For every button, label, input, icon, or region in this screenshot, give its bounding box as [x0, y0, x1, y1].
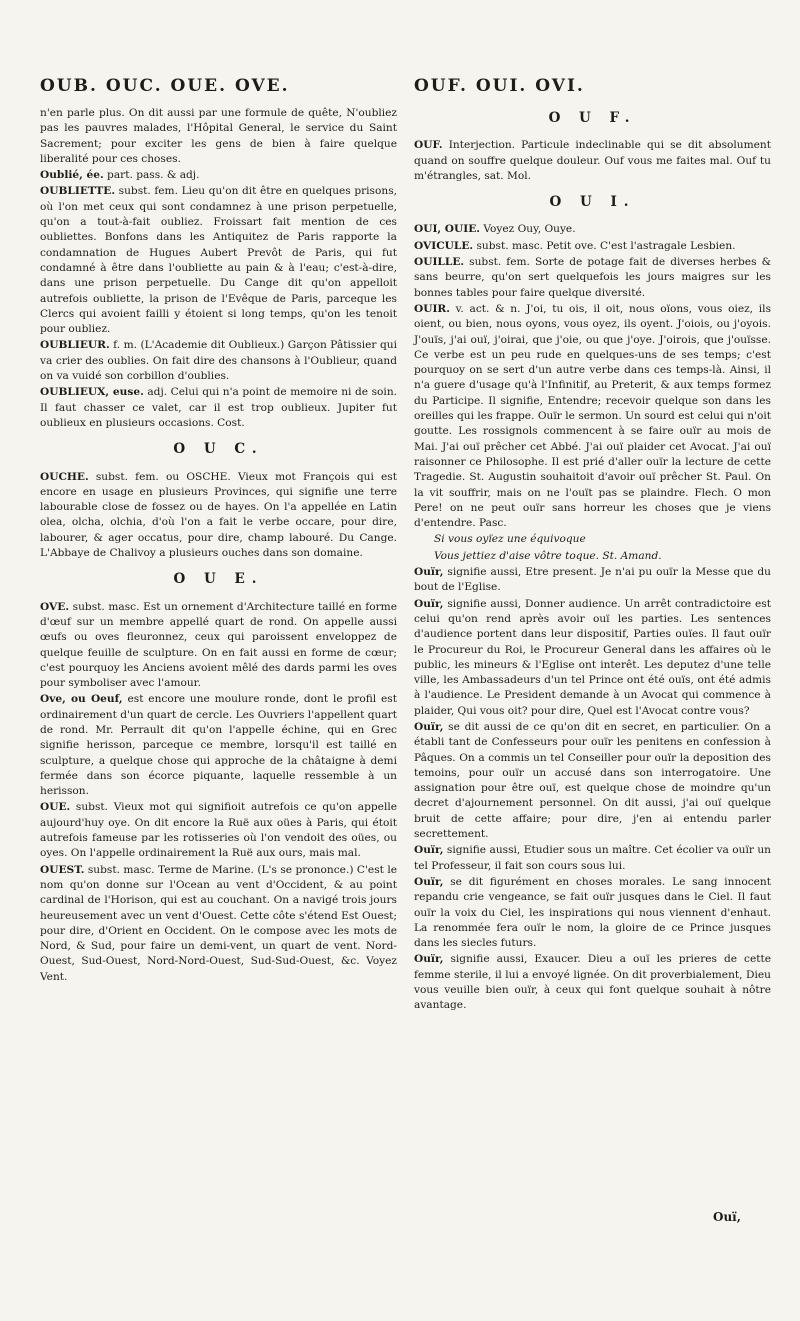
entry-text: subst. fem. ou OSCHE. Vieux mot François qui est encore en usage en plusieurs Provinces, qui signifie une terre labourable close de fossez ou de hayes. On l'a appellée en Latin olea, olcha, olchia, d'où l'on a fait le verbe occare, pour dire, labourer, & ager occatus, pour dire, champ labouré. Du Cange. L'Abbaye de Chalivoy a plusieurs ouches dans son domaine.: [40, 470, 397, 560]
headword: OUBLIETTE.: [40, 185, 116, 198]
section-heading-ouf: O U F.: [548, 110, 637, 126]
entry-continuation: n'en parle plus. On dit aussi par une formule de quête, N'oubliez pas les pauvres malades, l'Hôpital General, le service du Saint Sacrement; pour exciter les gens de bien à faire quelque liberalité pour ces choses.: [40, 107, 397, 165]
entry-ouf: [414, 138, 771, 184]
headword: Oublié, ée.: [40, 169, 104, 182]
headword: OUEST.: [40, 863, 85, 876]
entry-ouir-morales: [414, 875, 771, 951]
running-head-right: OUF. OUI. OVI.: [414, 76, 585, 96]
entry-text: subst. masc. Est un ornement d'Architecture taillé en forme d'œuf sur un membre appellé quart de rond. On appelle aussi œufs ou oves fleuronnez, ceux qui paroissent enveloppez de quelque feuille de sculpture. On en fait aussi en forme de cœur; c'est pourquoy les Anciens avoient mêlé des dards parmi les oves pour symboliser avec l'amour.: [40, 600, 397, 690]
entry-ove: [40, 600, 397, 692]
entry-ove-oeuf: [40, 692, 397, 799]
entry-ouir-exaucer: [414, 952, 771, 1013]
verse-line: Vous jettiez d'aise vôtre toque. St. Amand.: [434, 549, 662, 562]
entry-ouir-etudier: [414, 843, 771, 874]
headword: OUI, OUIE.: [414, 223, 480, 236]
entry-oui: [414, 222, 771, 237]
entry-text: subst. fem. Lieu qu'on dit être en quelques prisons, où l'on met ceux qui sont condamnez à une prison perpetuelle, qu'on a tout-à-fait oubliez. Froissart fait mention de ces oubliettes. Bonfons dans les Antiquitez de Paris rapporte la condamnation de Hugues Aubert Prevôt de Paris, qui fut condamné à être dans l'oubliette au pain & à l'eau; c'est-à-dire, dans une prison perpetuelle. Du Cange dit qu'on appelloit autrefois oubliette, la prison de l'Evêque de Paris, parceque les Clercs qui avoient failli y étoient si long temps, qu'on les tenoit pour oubliez.: [40, 185, 397, 336]
entry-text: adj. Celui qui n'a point de memoire ni de soin. Il faut chasser ce valet, car il est trop oublieux. Jupiter fut oublieux en plusieurs occasions. Cost.: [40, 386, 398, 429]
headword: OVE.: [40, 600, 70, 613]
headword: OUIR.: [414, 302, 450, 315]
entry-ouille: [414, 255, 771, 301]
entry-text: v. act. & n. J'oi, tu ois, il oit, nous oïons, vous oiez, ils oient, ou bien, nous oyons, vous oyez, ils oyent. J'oiois, ou j'oyois. J'ouïs, j'ai ouï, j'oirai, que j'oie, ou que j'oye. J'oirois, que j'ouïsse. Ce verbe est un peu rude en quelques-uns de ses temps; c'est pourquoy on se sert d'un autre verbe dans ces temps-là. Ainsi, il n'a guere d'usage qu'à l'Infinitif, au Preterit, & aux temps formez du Participe. Il signifie, Entendre; recevoir quelque son dans les oreilles qui les frappe. Ouïr le sermon. Un sourd est celui qui n'oit goutte. Les rossignols commencent à se faire ouïr au mois de Mai. J'ai ouï prêcher cet Abbé. J'ai ouï plaider cet Avocat. J'ai ouï raisonner ce Philosophe. Il est prié d'aller ouïr la lecture de cette Tragedie. St. Augustin souhaitoit d'avoir ouï prêcher St. Paul. On la vit souffrir, mais on ne l'ouït pas se plaindre. Flech. O mon Pere! on ne peut ouïr sans horreur les choses que je viens d'entendre. Pasc.: [414, 302, 771, 530]
headword: OUILLE.: [414, 256, 465, 269]
entry-text: subst. Vieux mot qui signifioit autrefois ce qu'on appelle aujourd'huy oye. On dit encore la Ruë aux oües à Paris, qui étoit autrefois fameuse par les rotisseries où l'on vendoit des oües, ou oyes. On l'appelle ordinairement la Ruë aux ours, mais mal.: [40, 801, 397, 860]
entry-text: f. m. (L'Academie dit Oublieux.) Garçon Pâtissier qui va crier des oublies. On fait dire des chansons à l'Oublieur, quand on va vuidé son corbillon d'oublies.: [40, 339, 397, 383]
entry-ovicule: [414, 239, 771, 254]
headword: OUBLIEUR.: [40, 339, 110, 352]
section-heading-oui: O U I.: [549, 194, 636, 211]
entry-oublieux: [40, 385, 397, 431]
left-column: [40, 106, 397, 986]
headword: Ouïr,: [414, 566, 444, 579]
entry-ouir: [414, 302, 771, 531]
headword: Ove, ou Oeuf,: [40, 693, 123, 706]
headword: Ouïr,: [414, 597, 444, 610]
section-heading-oue: O U E.: [173, 571, 264, 588]
entry-ouir-secret: [414, 720, 771, 842]
entry-text: est encore une moulure ronde, dont le profil est ordinairement d'un quart de cercle. Les Ouvriers l'appellent quart de rond. Mr. Perrault dit qu'on l'appelle échine, qui en Grec signifie herisson, parceque ce membre, lorsqu'il est taillé en sculpture, a quelque chose qui approche de la châtaigne à demi fermée dans son écorce piquante, laquelle ressemble à un herisson.: [40, 693, 397, 798]
headword: OUCHE.: [40, 470, 89, 483]
entry-oue: [40, 800, 397, 861]
headword: Ouïr,: [414, 720, 444, 733]
entry-text: Voyez Ouy, Ouye.: [483, 223, 576, 236]
section-heading-ouc: O U C.: [173, 441, 264, 458]
running-head-left: OUB. OUC. OUE. OVE.: [40, 76, 290, 96]
headword: OUF.: [414, 139, 443, 152]
headword: Ouïr,: [414, 875, 444, 888]
entry-text: se dit figurément en choses morales. Le sang innocent repandu crie vengeance, se fait ouïr jusques dans le Ciel. Il faut ouïr la voix du Ciel, les inspirations qui nous viennent d'enhaut. La renommée fera ouïr le nom, la gloire de ce Prince jusques dans les siecles futurs.: [414, 875, 771, 950]
entry-text: Interjection. Particule indeclinable qui se dit absolument quand on souffre quelque douleur. Ouf vous me faites mal. Ouf tu m'étrangles, sat. Mol.: [414, 139, 771, 182]
entry-text: signifie aussi, Exaucer. Dieu a ouï les prieres de cette femme sterile, il lui a envoyé lignée. On dit proverbialement, Dieu vous veuille bien ouïr, à ceux qui font quelque souhait à nôtre avantage.: [414, 953, 772, 1012]
entry-text: subst. masc. Terme de Marine. (L's se prononce.) C'est le nom qu'on donne sur l'Ocean au vent d'Occident, & au point cardinal de l'Horison, qui est au couchant. On a navigé trois jours heureusement avec un vent d'Ouest. Cette côte s'étend Est Ouest; pour dire, d'Orient en Occident. On le compose avec les mots de Nord, & Sud, pour faire un demi-vent, un quart de vent. Nord-Ouest, Sud-Ouest, Nord-Nord-Ouest, Sud-Sud-Ouest, &c. Voyez Vent.: [40, 863, 397, 983]
entry-ouest: [40, 863, 397, 985]
entry-text: signifie aussi, Donner audience. Un arrêt contradictoire est celui qu'on rend après avoir ouï les parties. Les sentences d'audience portent dans leur dispositif, Parties ouïes. Il faut ouïr le Procureur du Roi, le Procureur General dans les affaires où le public, les mineurs & l'Eglise ont interêt. Les deputez d'une telle ville, les Ambassadeurs d'un tel Prince ont été ouïs, ont été admis à l'audience. Le President demande à un Avocat qui commence à plaider, Qui vous oit? pour dire, Quel est l'Avocat contre vous?: [414, 597, 772, 717]
entry-text: subst. fem. Sorte de potage fait de diverses herbes & sans beurre, qu'on sert quelquefois les jours maigres sur les bonnes tables pour faire quelque diversité.: [414, 256, 771, 299]
entry-text: se dit aussi de ce qu'on dit en secret, en particulier. On a établi tant de Confesseurs pour ouïr les penitens en confession à Pâques. On a commis un tel Conseiller pour ouïr la deposition des temoins, pour ouïr un accusé dans son interrogatoire. Une assignation pour être ouï, est quelque chose de moindre qu'un decret d'ajournement personnel. On dit aussi, j'ai ouï quelque bruit de cette affaire; pour dire, j'en ai entendu parler secrettement.: [414, 720, 771, 841]
headword: OUE.: [40, 801, 71, 814]
entry-ouche: [40, 470, 397, 562]
entry-ouir-present: [414, 565, 771, 596]
entry-ouir-audience: [414, 597, 771, 719]
headword: Ouïr,: [414, 844, 444, 857]
entry-text: signifie aussi, Etre present. Je n'ai pu ouïr la Messe que du bout de l'Eglise.: [414, 566, 771, 594]
entry-oublieur: [40, 338, 397, 384]
headword: OUBLIEUX, euse.: [40, 386, 144, 399]
right-column: [414, 106, 771, 1015]
catchword: Ouï,: [713, 1210, 741, 1224]
entry-oubliette: [40, 184, 397, 337]
entry-oublie: [40, 168, 397, 183]
entry-text: signifie aussi, Etudier sous un maître. Cet écolier va ouïr un tel Professeur, il fait son cours sous lui.: [414, 844, 771, 872]
entry-text: subst. masc. Petit ove. C'est l'astragale Lesbien.: [476, 239, 736, 252]
headword: Ouïr,: [414, 953, 444, 966]
entry-text: part. pass. & adj.: [107, 169, 200, 182]
verse-line: Si vous oyïez une équivoque: [434, 533, 586, 546]
headword: OVICULE.: [414, 239, 474, 252]
